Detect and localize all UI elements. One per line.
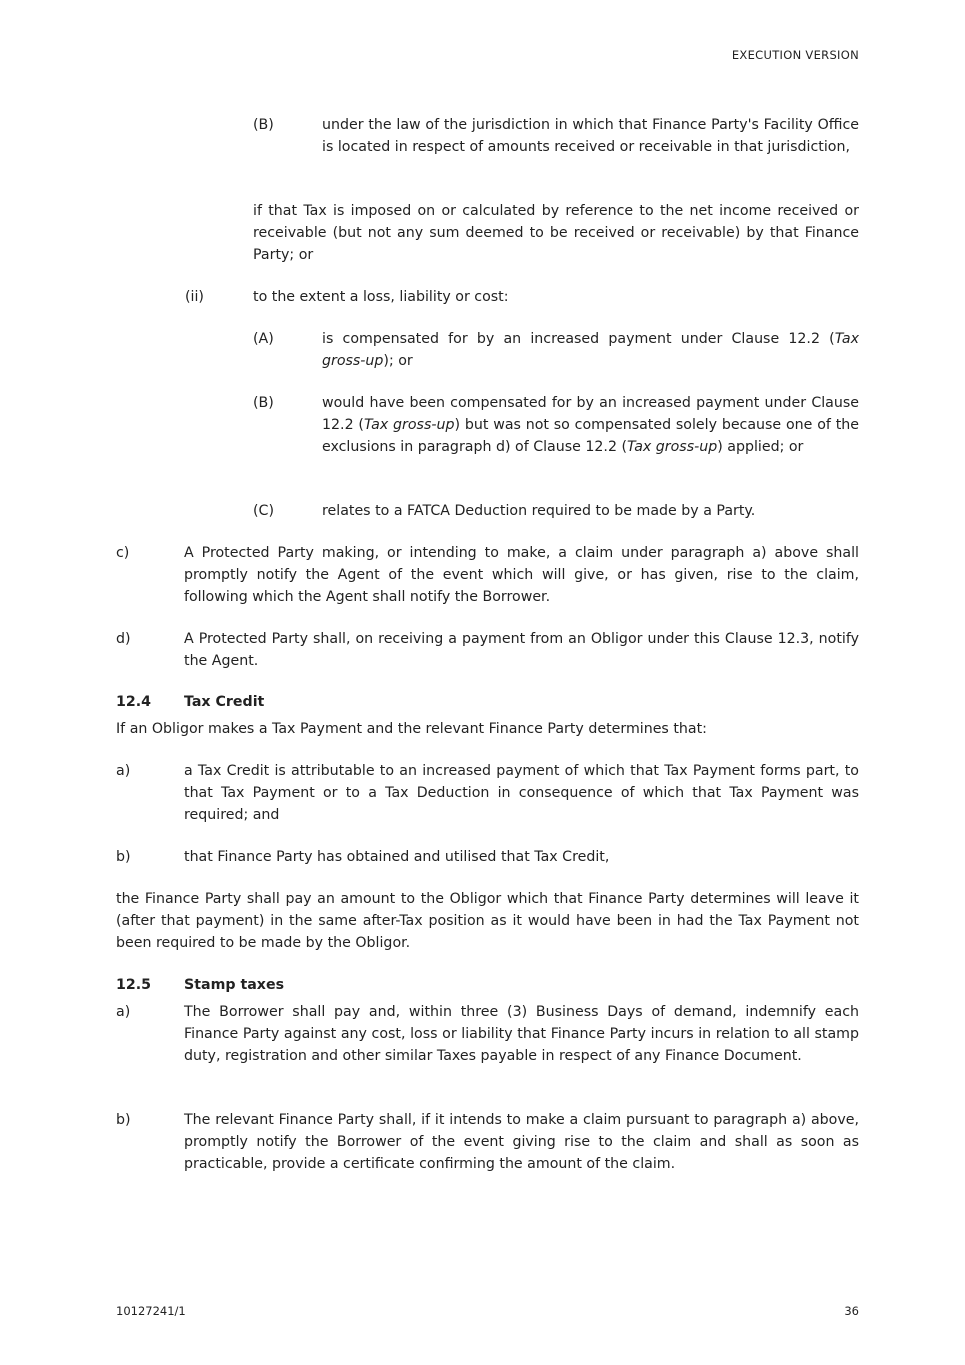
execution-version-header: EXECUTION VERSION (731, 48, 859, 62)
item-label-ii: (ii) (185, 289, 204, 305)
section-title-stamp-taxes: Stamp taxes (184, 977, 285, 993)
section-12-4-intro: If an Obligor makes a Tax Payment and the relevant Finance Party determines that: (116, 721, 707, 737)
item-label-c: c) (116, 545, 130, 561)
paragraph-i-tail: if that Tax is imposed on or calculated by reference to the net income received or receivable (but not any sum deemed to be received or receivable) by that Finance Party; or (253, 203, 859, 263)
item-text-12-4-b: that Finance Party has obtained and utilised that Tax Credit, (184, 849, 610, 865)
item-label-d: d) (116, 631, 131, 647)
item-text-B: under the law of the jurisdiction in which that Finance Party's Facility Office is located in respect of amounts received or receivable in that jurisdiction, (322, 117, 859, 155)
item-text-12-5-b: The relevant Finance Party shall, if it intends to make a claim pursuant to paragraph a) above, promptly notify the Borrower of the event giving rise to the claim and shall as soon as practicable, provide a certificate confirming the amount of the claim. (184, 1112, 859, 1172)
item-label-12-5-a: a) (116, 1004, 131, 1020)
section-12-4-closing: the Finance Party shall pay an amount to the Obligor which that Finance Party determines will leave it (after that payment) in the same after-Tax position as it would have been in had the Tax Payment not been required to be made by the Obligor. (116, 891, 859, 951)
item-text-12-5-a: The Borrower shall pay and, within three (3) Business Days of demand, indemnify each Finance Party against any cost, loss or liability that Finance Party incurs in relation to all stamp duty, registration and other similar Taxes payable in respect of any Finance Document. (184, 1004, 859, 1064)
item-label-ii-A: (A) (253, 331, 274, 347)
item-label-B: (B) (253, 117, 274, 133)
item-text-ii-C: relates to a FATCA Deduction required to be made by a Party. (322, 503, 756, 519)
section-number-12-4: 12.4 (116, 694, 152, 710)
item-text-c: A Protected Party making, or intending to make, a claim under paragraph a) above shall promptly notify the Agent of the event which will give, or has given, rise to the claim, following which the Agent shall notify the Borrower. (184, 545, 859, 605)
item-text-ii-B: would have been compensated for by an increased payment under Clause 12.2 (Tax gross-up) but was not so compensated solely because one of the exclusions in paragraph d) of Clause 12.2 (Tax gross-up) applied; or (322, 395, 859, 455)
item-label-ii-C: (C) (253, 503, 274, 519)
section-number-12-5: 12.5 (116, 977, 152, 993)
item-label-12-4-a: a) (116, 763, 131, 779)
section-title-tax-credit: Tax Credit (184, 694, 265, 710)
item-label-ii-B: (B) (253, 395, 274, 411)
page-number: 36 (844, 1304, 859, 1318)
document-reference: 10127241/1 (116, 1304, 186, 1318)
item-label-12-4-b: b) (116, 849, 131, 865)
item-text-d: A Protected Party shall, on receiving a payment from an Obligor under this Clause 12.3, notify the Agent. (184, 631, 859, 669)
item-label-12-5-b: b) (116, 1112, 131, 1128)
item-text-ii: to the extent a loss, liability or cost: (253, 289, 509, 305)
item-text-12-4-a: a Tax Credit is attributable to an increased payment of which that Tax Payment forms part, to that Tax Payment or to a Tax Deduction in consequence of which that Tax Payment was required; and (184, 763, 859, 823)
item-text-ii-A: is compensated for by an increased payment under Clause 12.2 (Tax gross-up); or (322, 331, 859, 369)
